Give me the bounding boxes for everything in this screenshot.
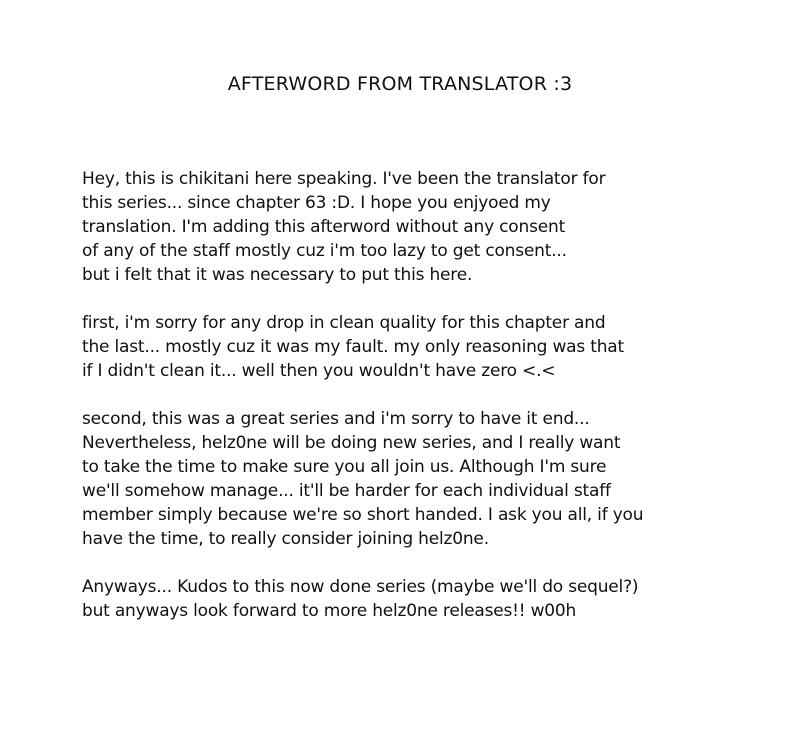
paragraph-second: [82, 407, 742, 551]
text-line: member simply because we're so short handed. I ask you all, if you: [82, 505, 644, 525]
text-line: this series... since chapter 63 :D. I hope you enjyoed my: [82, 193, 551, 213]
text-line: Hey, this is chikitani here speaking. I've been the translator for: [82, 169, 606, 189]
text-line: Nevertheless, helz0ne will be doing new series, and I really want: [82, 433, 621, 453]
text-line: the last... mostly cuz it was my fault. my only reasoning was that: [82, 337, 624, 357]
paragraph-closing: [82, 575, 742, 623]
text-line: to take the time to make sure you all join us. Although I'm sure: [82, 457, 607, 477]
paragraph-first: [82, 311, 742, 383]
text-line: we'll somehow manage... it'll be harder for each individual staff: [82, 481, 611, 501]
text-line: first, i'm sorry for any drop in clean quality for this chapter and: [82, 313, 606, 333]
text-line: of any of the staff mostly cuz i'm too lazy to get consent...: [82, 241, 567, 261]
afterword-title: AFTERWORD FROM TRANSLATOR :3: [227, 73, 573, 95]
text-line: translation. I'm adding this afterword without any consent: [82, 217, 566, 237]
text-line: have the time, to really consider joining helz0ne.: [82, 529, 489, 549]
text-line: second, this was a great series and i'm sorry to have it end...: [82, 409, 590, 429]
text-line: but i felt that it was necessary to put this here.: [82, 265, 473, 285]
text-line: but anyways look forward to more helz0ne releases!! w00h: [82, 601, 577, 621]
text-line: Anyways... Kudos to this now done series (maybe we'll do sequel?): [82, 577, 639, 597]
afterword-body: [82, 167, 742, 647]
text-line: if I didn't clean it... well then you wouldn't have zero <.<: [82, 361, 556, 381]
paragraph-intro: [82, 167, 742, 287]
